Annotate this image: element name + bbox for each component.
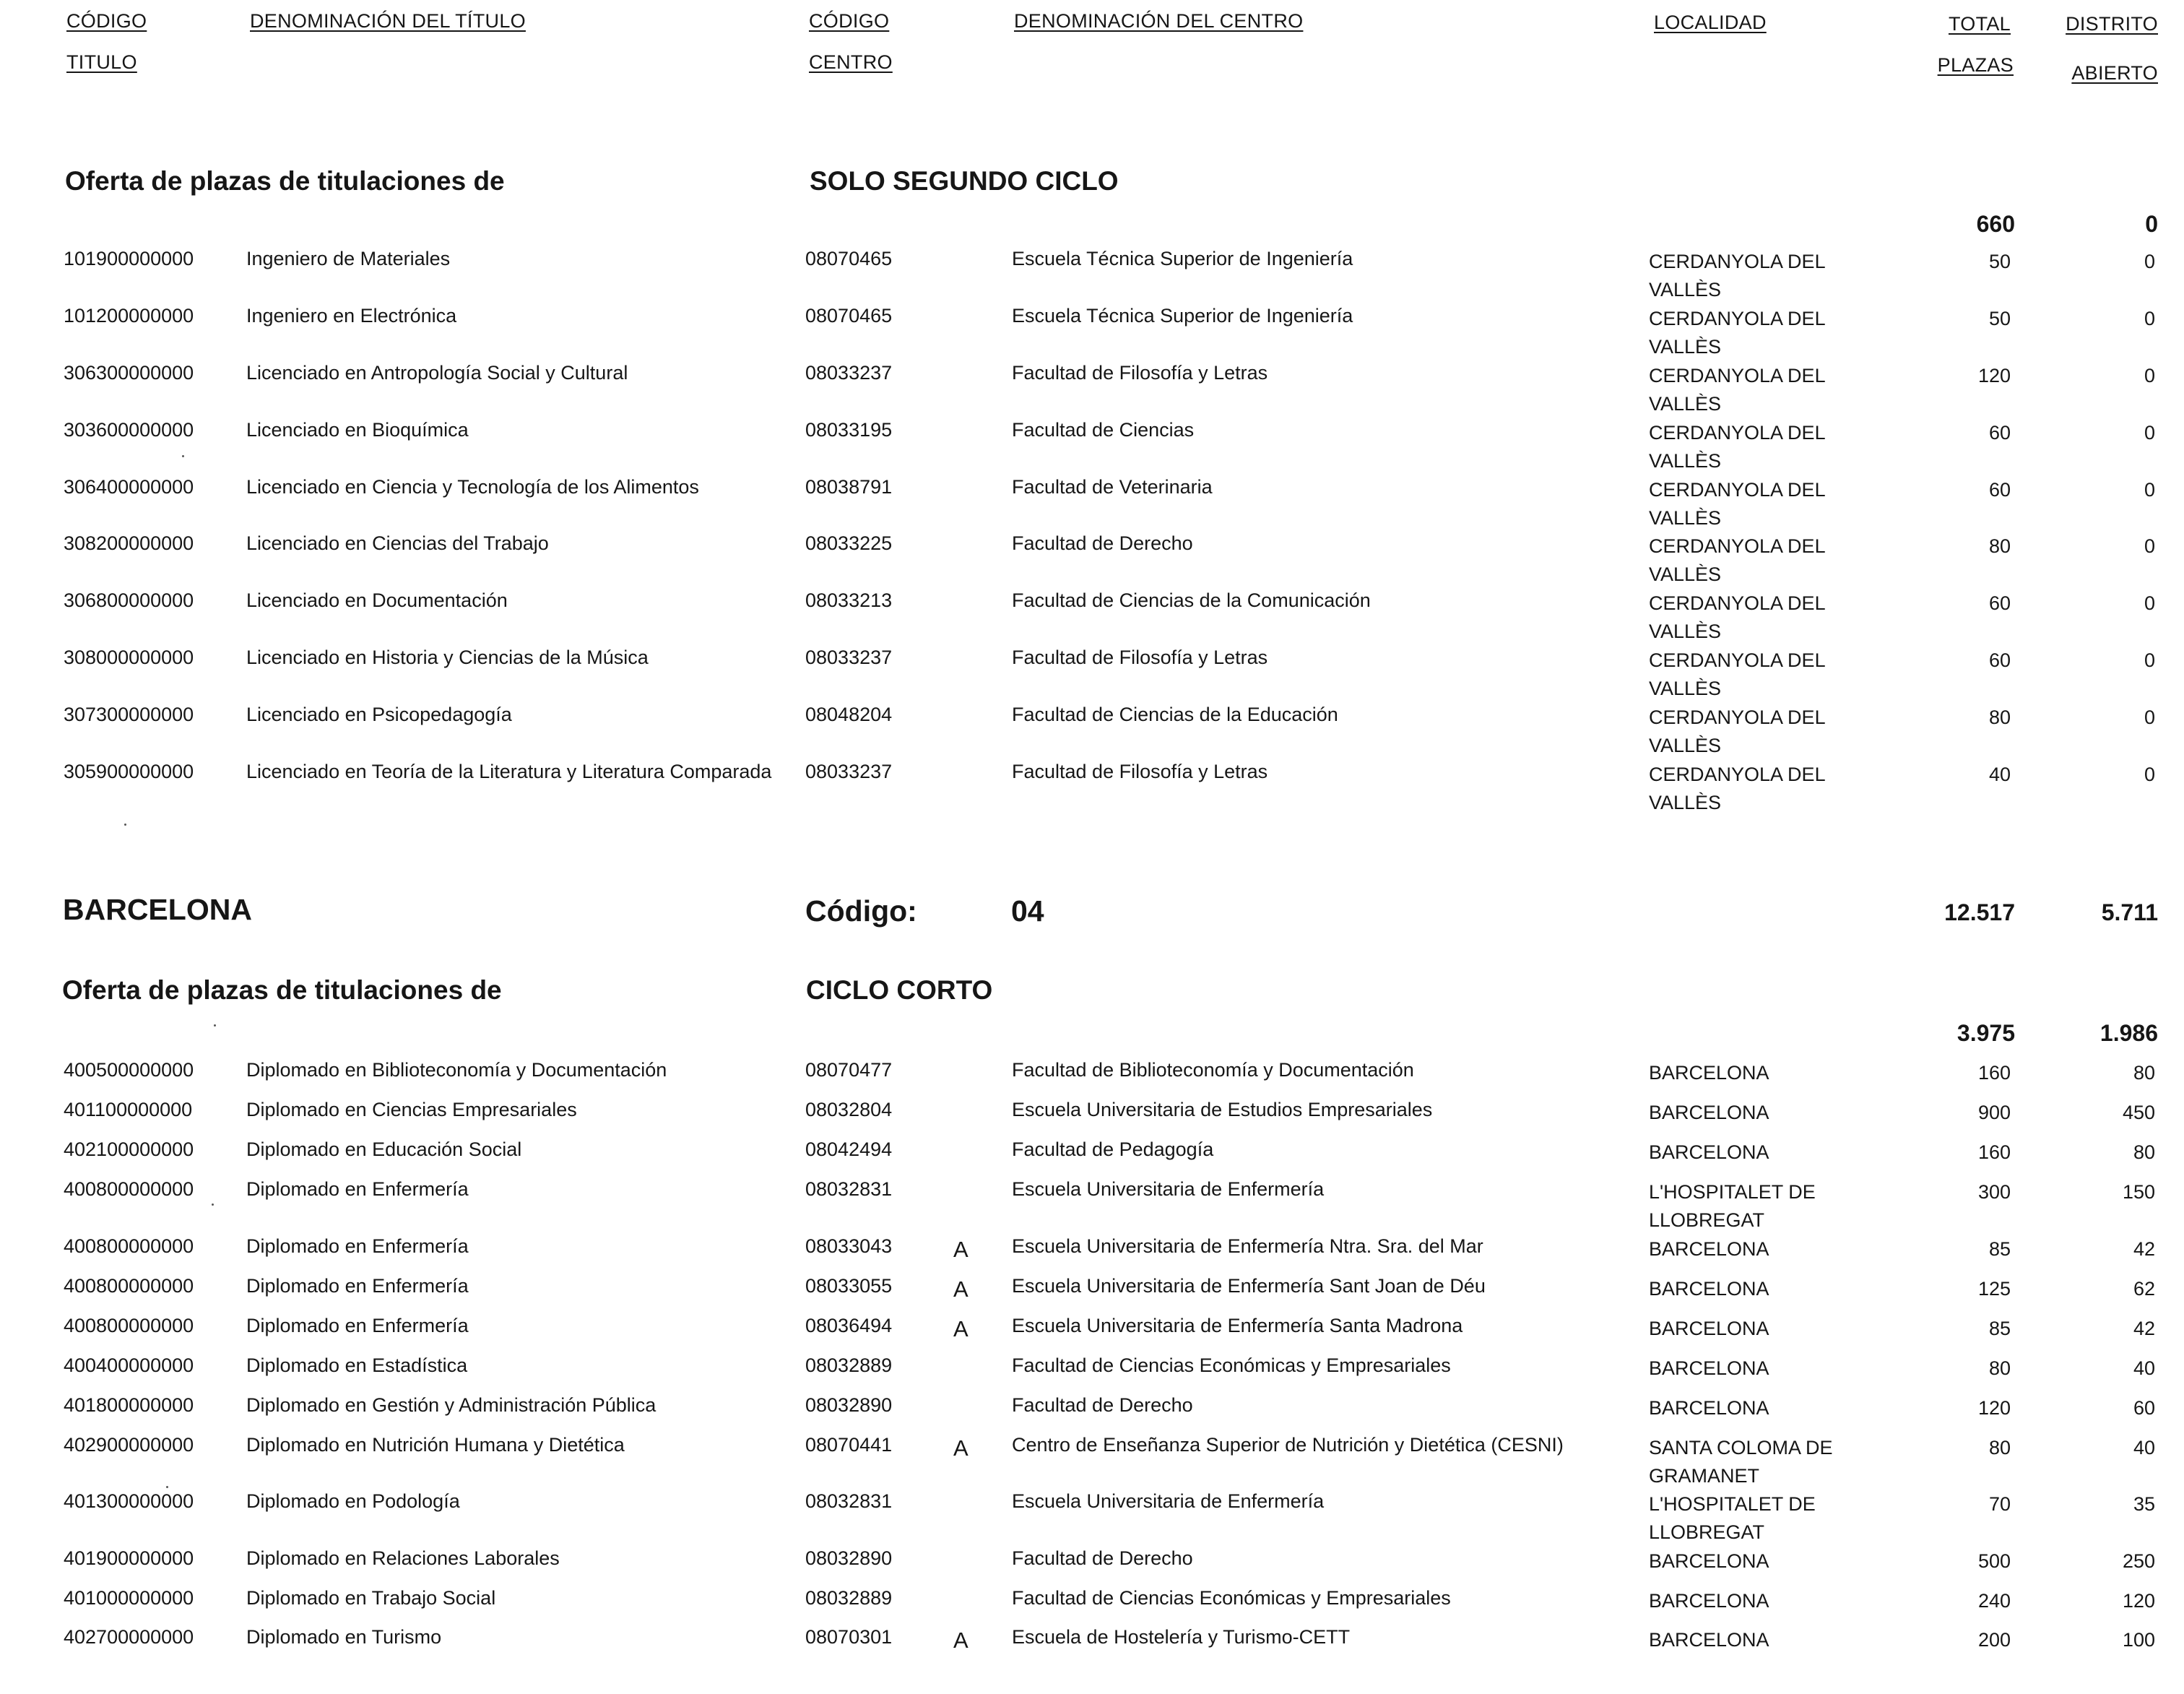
row-title-name: Diplomado en Trabajo Social: [246, 1587, 496, 1609]
row-distrito-abierto: 40: [2133, 1437, 2155, 1459]
row-total-plazas: 125: [1977, 1278, 2011, 1300]
row-center-code: 08038791: [805, 476, 893, 498]
row-center-code: 08036494: [805, 1315, 893, 1336]
row-center-name: Centro de Enseñanza Superior de Nutrición y Dietética (CESNI): [1012, 1434, 1564, 1456]
row-locality: CERDANYOLA DEL VALLÈS: [1649, 479, 1825, 529]
row-title-code: 308200000000: [64, 532, 194, 554]
row-title-name: Licenciado en Documentación: [246, 589, 508, 611]
row-center-name: Facultad de Derecho: [1012, 1394, 1193, 1416]
row-total-plazas: 50: [1988, 251, 2011, 272]
row-locality: CERDANYOLA DEL VALLÈS: [1649, 706, 1825, 756]
row-center-code: 08033055: [805, 1275, 893, 1297]
row-locality: CERDANYOLA DEL VALLÈS: [1649, 308, 1825, 358]
row-title-name: Diplomado en Podología: [246, 1490, 460, 1512]
row-center-name: Escuela Universitaria de Enfermería: [1012, 1178, 1325, 1200]
row-total-plazas: 60: [1988, 479, 2011, 501]
row-distrito-abierto: 35: [2133, 1493, 2155, 1515]
row-title-name: Licenciado en Bioquímica: [246, 419, 469, 441]
row-total-plazas: 85: [1988, 1318, 2011, 1339]
header-codigo-titulo-line1: CÓDIGO: [66, 10, 147, 32]
row-title-name: Diplomado en Enfermería: [246, 1235, 469, 1257]
row-title-code: 402700000000: [64, 1626, 194, 1648]
row-total-plazas: 80: [1988, 1357, 2011, 1379]
row-distrito-abierto: 42: [2133, 1318, 2155, 1339]
row-center-code: 08033213: [805, 589, 893, 611]
row-locality: BARCELONA: [1649, 1397, 1769, 1419]
row-title-name: Diplomado en Educación Social: [246, 1138, 522, 1160]
row-total-plazas: 900: [1977, 1102, 2011, 1123]
row-title-name: Ingeniero en Electrónica: [246, 305, 457, 327]
row-distrito-abierto: 0: [2144, 592, 2155, 614]
row-center-code: 08033237: [805, 647, 893, 668]
row-title-name: Diplomado en Turismo: [246, 1626, 442, 1648]
row-distrito-abierto: 0: [2144, 251, 2155, 272]
row-distrito-abierto: 80: [2133, 1141, 2155, 1163]
row-center-code: 08032890: [805, 1394, 893, 1416]
row-locality: BARCELONA: [1649, 1102, 1769, 1123]
row-title-code: 303600000000: [64, 419, 194, 441]
row-locality: CERDANYOLA DEL VALLÈS: [1649, 365, 1825, 415]
row-locality: BARCELONA: [1649, 1278, 1769, 1300]
row-locality: L'HOSPITALET DE LLOBREGAT: [1649, 1181, 1816, 1231]
scan-speck: [182, 455, 184, 457]
row-locality: CERDANYOLA DEL VALLÈS: [1649, 422, 1825, 472]
row-center-code: 08033043: [805, 1235, 893, 1257]
row-locality: CERDANYOLA DEL VALLÈS: [1649, 251, 1825, 301]
row-locality: CERDANYOLA DEL VALLÈS: [1649, 592, 1825, 642]
row-distrito-abierto: 0: [2144, 365, 2155, 386]
row-title-code: 401100000000: [64, 1099, 193, 1120]
row-center-name: Escuela Universitaria de Enfermería Sant Joan de Déu: [1012, 1275, 1486, 1297]
row-center-code: 08032890: [805, 1547, 893, 1569]
header-total-plazas-line1: TOTAL: [1948, 13, 2011, 35]
row-center-code: 08070477: [805, 1059, 893, 1081]
row-center-flag: A: [953, 1316, 968, 1341]
section1-total-plazas: 660: [1976, 211, 2015, 237]
row-distrito-abierto: 40: [2133, 1357, 2155, 1379]
section2-total-plazas: 3.975: [1956, 1020, 2015, 1046]
row-center-code: 08070465: [805, 248, 893, 269]
row-total-plazas: 120: [1977, 365, 2011, 386]
row-title-name: Licenciado en Teoría de la Literatura y Literatura Comparada: [246, 761, 772, 782]
row-title-code: 401000000000: [64, 1587, 194, 1609]
row-locality: L'HOSPITALET DE LLOBREGAT: [1649, 1493, 1816, 1543]
row-locality: BARCELONA: [1649, 1590, 1769, 1612]
row-title-code: 101900000000: [64, 248, 194, 269]
row-center-name: Facultad de Biblioteconomía y Documentación: [1012, 1059, 1414, 1081]
row-title-code: 306400000000: [64, 476, 194, 498]
row-center-name: Facultad de Derecho: [1012, 1547, 1193, 1569]
header-codigo-titulo-line2: TITULO: [66, 51, 137, 73]
row-total-plazas: 40: [1988, 764, 2011, 785]
header-distrito-abierto-line1: DISTRITO: [2066, 13, 2158, 35]
row-title-code: 402100000000: [64, 1138, 194, 1160]
row-center-name: Escuela de Hostelería y Turismo-CETT: [1012, 1626, 1351, 1648]
row-distrito-abierto: 0: [2144, 535, 2155, 557]
province-total-plazas: 12.517: [1944, 899, 2015, 925]
row-center-code: 08032889: [805, 1587, 893, 1609]
row-title-name: Licenciado en Psicopedagogía: [246, 704, 512, 725]
row-distrito-abierto: 100: [2122, 1629, 2155, 1651]
header-codigo-centro-line2: CENTRO: [809, 51, 893, 73]
row-distrito-abierto: 80: [2133, 1062, 2155, 1084]
row-locality: BARCELONA: [1649, 1141, 1769, 1163]
row-center-code: 08032804: [805, 1099, 893, 1120]
row-total-plazas: 80: [1988, 1437, 2011, 1459]
row-locality: BARCELONA: [1649, 1238, 1769, 1260]
row-total-plazas: 70: [1988, 1493, 2011, 1515]
scan-speck: [214, 1024, 216, 1027]
row-total-plazas: 500: [1977, 1550, 2011, 1572]
row-total-plazas: 80: [1988, 706, 2011, 728]
row-title-code: 402900000000: [64, 1434, 194, 1456]
row-center-name: Facultad de Ciencias de la Educación: [1012, 704, 1338, 725]
row-center-flag: A: [953, 1237, 968, 1262]
row-title-code: 306800000000: [64, 589, 194, 611]
row-locality: CERDANYOLA DEL VALLÈS: [1649, 535, 1825, 585]
row-center-code: 08048204: [805, 704, 893, 725]
row-center-name: Facultad de Ciencias de la Comunicación: [1012, 589, 1371, 611]
row-center-code: 08070465: [805, 305, 893, 327]
row-distrito-abierto: 250: [2122, 1550, 2155, 1572]
row-total-plazas: 50: [1988, 308, 2011, 329]
row-locality: BARCELONA: [1649, 1629, 1769, 1651]
row-title-name: Diplomado en Gestión y Administración Pública: [246, 1394, 656, 1416]
row-title-code: 400800000000: [64, 1235, 194, 1257]
row-center-name: Facultad de Filosofía y Letras: [1012, 647, 1268, 668]
scan-speck: [166, 1486, 168, 1488]
row-title-name: Diplomado en Enfermería: [246, 1275, 469, 1297]
header-denominacion-centro: DENOMINACIÓN DEL CENTRO: [1014, 10, 1304, 32]
row-total-plazas: 80: [1988, 535, 2011, 557]
row-locality: BARCELONA: [1649, 1357, 1769, 1379]
row-center-code: 08032831: [805, 1490, 893, 1512]
row-total-plazas: 60: [1988, 592, 2011, 614]
row-title-name: Diplomado en Nutrición Humana y Dietética: [246, 1434, 625, 1456]
row-center-flag: A: [953, 1628, 968, 1653]
row-title-code: 401800000000: [64, 1394, 194, 1416]
row-locality: CERDANYOLA DEL VALLÈS: [1649, 649, 1825, 699]
row-total-plazas: 85: [1988, 1238, 2011, 1260]
header-codigo-centro-line1: CÓDIGO: [809, 10, 890, 32]
row-total-plazas: 160: [1977, 1141, 2011, 1163]
row-center-code: 08033225: [805, 532, 893, 554]
row-title-name: Licenciado en Antropología Social y Cultural: [246, 362, 628, 384]
row-distrito-abierto: 150: [2122, 1181, 2155, 1203]
row-title-code: 305900000000: [64, 761, 194, 782]
row-title-name: Licenciado en Ciencias del Trabajo: [246, 532, 549, 554]
row-center-flag: A: [953, 1435, 968, 1461]
row-center-code: 08032889: [805, 1354, 893, 1376]
province-code: 04: [1011, 894, 1044, 928]
row-title-code: 400800000000: [64, 1178, 194, 1200]
row-title-code: 400400000000: [64, 1354, 194, 1376]
row-total-plazas: 60: [1988, 649, 2011, 671]
row-center-code: 08042494: [805, 1138, 893, 1160]
header-denominacion-titulo: DENOMINACIÓN DEL TÍTULO: [250, 10, 526, 32]
row-distrito-abierto: 60: [2133, 1397, 2155, 1419]
section1-total-abierto: 0: [2145, 211, 2158, 237]
row-title-code: 308000000000: [64, 647, 194, 668]
section2-type: CICLO CORTO: [806, 975, 993, 1005]
row-distrito-abierto: 62: [2133, 1278, 2155, 1300]
row-center-flag: A: [953, 1276, 968, 1302]
row-center-name: Facultad de Ciencias: [1012, 419, 1195, 441]
row-locality: CERDANYOLA DEL VALLÈS: [1649, 764, 1825, 813]
row-center-code: 08070441: [805, 1434, 893, 1456]
row-center-name: Escuela Universitaria de Estudios Empresariales: [1012, 1099, 1433, 1120]
row-title-name: Diplomado en Enfermería: [246, 1178, 469, 1200]
row-center-name: Facultad de Derecho: [1012, 532, 1193, 554]
row-center-name: Facultad de Ciencias Económicas y Empresariales: [1012, 1354, 1451, 1376]
section1-label: Oferta de plazas de titulaciones de: [65, 166, 505, 196]
section2-label: Oferta de plazas de titulaciones de: [62, 975, 502, 1005]
province-total-abierto: 5.711: [2101, 899, 2158, 925]
section1-type: SOLO SEGUNDO CICLO: [810, 166, 1119, 196]
row-title-code: 306300000000: [64, 362, 194, 384]
row-center-name: Facultad de Ciencias Económicas y Empresariales: [1012, 1587, 1451, 1609]
row-center-name: Facultad de Filosofía y Letras: [1012, 761, 1268, 782]
row-center-name: Escuela Universitaria de Enfermería Ntra. Sra. del Mar: [1012, 1235, 1483, 1257]
province-code-label: Código:: [805, 894, 917, 928]
scan-speck: [212, 1203, 214, 1206]
row-center-name: Facultad de Filosofía y Letras: [1012, 362, 1268, 384]
row-center-code: 08070301: [805, 1626, 893, 1648]
row-center-name: Facultad de Veterinaria: [1012, 476, 1213, 498]
row-title-name: Diplomado en Biblioteconomía y Documentación: [246, 1059, 667, 1081]
row-center-name: Facultad de Pedagogía: [1012, 1138, 1214, 1160]
row-total-plazas: 200: [1977, 1629, 2011, 1651]
row-distrito-abierto: 0: [2144, 764, 2155, 785]
row-center-code: 08033237: [805, 761, 893, 782]
row-locality: BARCELONA: [1649, 1550, 1769, 1572]
row-locality: BARCELONA: [1649, 1062, 1769, 1084]
row-title-code: 400800000000: [64, 1275, 194, 1297]
row-title-name: Diplomado en Estadística: [246, 1354, 468, 1376]
row-title-name: Ingeniero de Materiales: [246, 248, 451, 269]
row-distrito-abierto: 0: [2144, 308, 2155, 329]
row-distrito-abierto: 42: [2133, 1238, 2155, 1260]
row-title-name: Diplomado en Enfermería: [246, 1315, 469, 1336]
header-total-plazas-line2: PLAZAS: [1937, 54, 2014, 76]
row-title-code: 400500000000: [64, 1059, 194, 1081]
row-center-name: Escuela Técnica Superior de Ingeniería: [1012, 305, 1353, 327]
header-distrito-abierto-line2: ABIERTO: [2071, 62, 2158, 84]
row-center-code: 08032831: [805, 1178, 893, 1200]
row-title-code: 307300000000: [64, 704, 194, 725]
scan-speck: [124, 824, 126, 826]
row-title-name: Diplomado en Relaciones Laborales: [246, 1547, 560, 1569]
row-title-code: 101200000000: [64, 305, 194, 327]
row-title-code: 401900000000: [64, 1547, 194, 1569]
row-center-code: 08033237: [805, 362, 893, 384]
row-distrito-abierto: 0: [2144, 649, 2155, 671]
row-center-code: 08033195: [805, 419, 893, 441]
row-title-code: 400800000000: [64, 1315, 194, 1336]
row-title-name: Licenciado en Ciencia y Tecnología de los Alimentos: [246, 476, 699, 498]
row-distrito-abierto: 450: [2122, 1102, 2155, 1123]
row-total-plazas: 120: [1977, 1397, 2011, 1419]
row-center-name: Escuela Técnica Superior de Ingeniería: [1012, 248, 1353, 269]
row-total-plazas: 240: [1977, 1590, 2011, 1612]
header-localidad: LOCALIDAD: [1654, 12, 1767, 33]
row-distrito-abierto: 0: [2144, 422, 2155, 444]
row-distrito-abierto: 0: [2144, 706, 2155, 728]
row-total-plazas: 160: [1977, 1062, 2011, 1084]
row-center-name: Escuela Universitaria de Enfermería: [1012, 1490, 1325, 1512]
row-locality: SANTA COLOMA DE GRAMANET: [1649, 1437, 1833, 1487]
row-center-name: Escuela Universitaria de Enfermería Santa Madrona: [1012, 1315, 1463, 1336]
row-total-plazas: 300: [1977, 1181, 2011, 1203]
row-locality: BARCELONA: [1649, 1318, 1769, 1339]
province-name: BARCELONA: [63, 893, 252, 926]
row-title-code: 401300000000: [64, 1490, 194, 1512]
row-distrito-abierto: 120: [2122, 1590, 2155, 1612]
row-title-name: Diplomado en Ciencias Empresariales: [246, 1099, 577, 1120]
section2-total-abierto: 1.986: [2100, 1020, 2158, 1046]
row-distrito-abierto: 0: [2144, 479, 2155, 501]
row-title-name: Licenciado en Historia y Ciencias de la Música: [246, 647, 649, 668]
row-total-plazas: 60: [1988, 422, 2011, 444]
